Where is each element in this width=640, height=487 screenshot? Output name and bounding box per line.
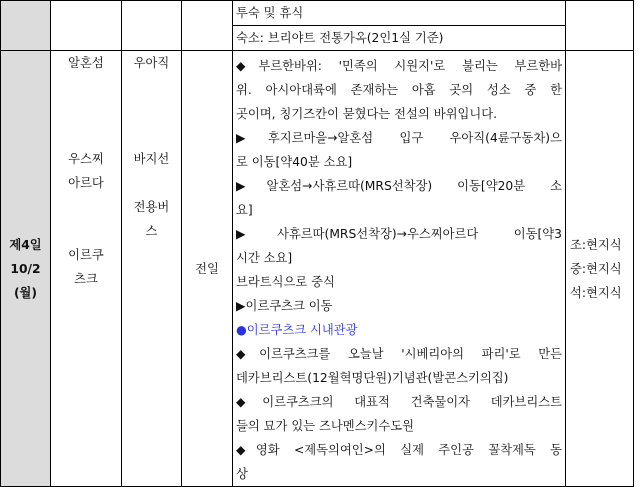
day4-row: [1, 51, 634, 487]
transport-item: 스: [145, 224, 158, 238]
place-name: 츠크: [74, 272, 98, 286]
detail-line: ◆부르한바위: '민족의 시원지'로 불리는 부르한바: [236, 59, 562, 73]
schedule-detail-cell: [233, 51, 566, 487]
prev-time-cell: [182, 1, 233, 51]
city-tour-highlight: ●이르쿠츠크 시내관광: [236, 323, 358, 337]
detail-line: 들의 묘가 있는 즈나멘스키수도원: [236, 419, 415, 433]
meal-time: 전일: [195, 261, 219, 276]
transport-item: 바지선: [133, 152, 170, 166]
meals-cell: [566, 51, 634, 487]
day-label-cell: [1, 51, 51, 487]
prev-meals-cell: [566, 1, 634, 51]
detail-line: 상: [236, 467, 248, 481]
detail-line: 투숙 및 휴식: [233, 1, 565, 26]
place-name: 알혼섬: [68, 56, 104, 70]
place-name: 우스찌: [68, 152, 104, 166]
detail-line: ▶이르쿠츠크 이동: [236, 299, 333, 313]
detail-line: 로 이동[약40분 소요]: [236, 155, 353, 169]
prev-transport-cell: [122, 1, 182, 51]
detail-line: 브라트식으로 중식: [236, 275, 335, 289]
detail-line: 위. 아시아대륙에 존재하는 아홉 곳의 성소 중 한: [236, 83, 562, 97]
lunch-label: 중:현지식: [570, 261, 622, 276]
place-name: 이르쿠: [68, 248, 104, 262]
transport-item: 전용버: [133, 200, 170, 214]
day-number: 제4일: [9, 237, 42, 252]
prev-detail-cell: [233, 1, 566, 51]
transport-item: 우아직: [133, 56, 170, 70]
previous-day-row: [1, 1, 634, 51]
detail-line: 곳이며, 칭기즈칸이 묻혔다는 전설의 바위입니다.: [236, 107, 498, 121]
day-weekday: (월): [13, 285, 38, 300]
time-cell: [182, 51, 233, 487]
prev-day-cell: [1, 1, 51, 51]
place-name: 아르다: [68, 176, 104, 190]
day-date: 10/2: [10, 261, 41, 276]
dinner-label: 석:현지식: [570, 285, 622, 300]
detail-line: ▶사휴르따(MRS선착장)→우스찌아르다 이동[약3: [236, 227, 562, 241]
detail-line: 데카브리스트(12월혁명단원)기념관(발콘스키의집): [236, 371, 509, 385]
detail-line: ◆이르쿠츠크의 대표적 건축물이자 데카브리스트: [236, 395, 562, 409]
breakfast-label: 조:현지식: [570, 237, 622, 252]
lodging-line: 숙소: 브리야트 전통가옥(2인1실 기준): [236, 31, 444, 45]
prev-place-cell: [51, 1, 122, 51]
detail-line: ▶알혼섬→사휴르따(MRS선착장) 이동[약20분 소: [236, 179, 562, 193]
transport-cell: [122, 51, 182, 487]
detail-line: ◆영화 <제독의여인>의 실제 주인공 꼴착제독 동: [236, 443, 562, 457]
detail-line: ▶후지르마을→알혼섬 입구 우아직(4륜구동차)으: [236, 131, 562, 145]
detail-line: 시간 소요]: [236, 251, 293, 265]
place-cell: [51, 51, 122, 487]
detail-line: 요]: [236, 203, 253, 217]
detail-line: ◆이르쿠츠크를 오늘날 '시베리아의 파리'로 만든: [236, 347, 562, 361]
